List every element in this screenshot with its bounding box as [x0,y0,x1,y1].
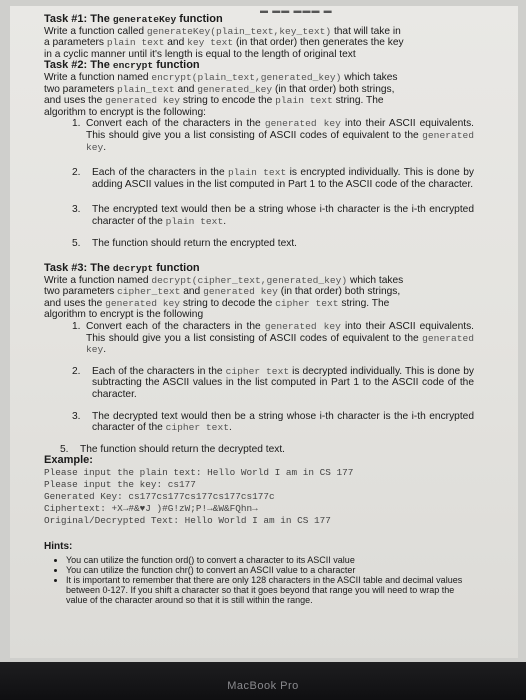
example-heading: Example: [44,454,93,467]
task2-step-1: 1. Convert each of the characters in the generated key into their ASCII equivalents. This should give you a list consisting of ASCII codes of equivalent to the generated key. [72,118,475,153]
example-line: Generated Key: cs177cs177cs177cs177cs177c [44,491,275,502]
laptop-brand-label: MacBook Pro [227,680,299,692]
hint-item: • You can utilize the function ord() to convert a character to its ASCII value [66,555,474,565]
document-page [10,6,518,658]
example-line: Ciphertext: +X→#&♥J )#G!zW;P!→&W&FQhn→ [44,503,258,514]
example-line: Please input the key: cs177 [44,479,196,490]
example-output [44,467,474,527]
example-line: Please input the plain text: Hello World I am in CS 177 [44,467,354,478]
hints-heading: Hints: [44,541,73,552]
hint-item: • It is important to remember that there are only 128 characters in the ASCII table and decimal values between 0-127. If you shift a character so that it goes beyond that range you will need to wrap the value of the character around so that it is still within the range. [66,575,474,605]
example-line: Original/Decrypted Text: Hello World I am in CS 177 [44,515,331,526]
hint-item: • You can utilize the function chr() to convert an ASCII value to a character [66,565,474,575]
task2-step-3: 3. The encrypted text would then be a string whose i-th character is the i-th encrypted character of the plain text. [72,204,474,227]
task3-step-1: 1. Convert each of the characters in the generated key into their ASCII equivalents. This should give you a list consisting of ASCII codes of equivalent to the generated key. [72,321,475,356]
task3-description: Write a function named decrypt(cipher_text,generated_key) which takes two parameters cipher_text and generated key (in that order) both strings, and uses the generated key string to decode the cipher text string. The algorithm to encrypt is the following [44,274,404,321]
task1-heading: Task #1: The generateKey function [44,13,223,25]
task1-description: Write a function called generateKey(plain_text,key_text) that will take in a parameters plain text and key text (in that order) then generates the key in a cyclic manner until it's length is equal to the length of original text [44,25,404,60]
task2-step-5: 5. The function should return the encrypted text. [72,237,298,249]
task3-step-2: 2. Each of the characters in the cipher text is decrypted individually. This is done by subtracting the ASCII values in the list computed in Part 1 to the ASCII code of the character. [72,365,474,401]
top-scribble: ▬ ▬▬ ▬▬▬ ▬ [260,6,333,15]
task3-step-5: 5. The function should return the decrypted text. [60,443,286,455]
assignment-text [44,14,474,605]
task2-description: Write a function named encrypt(plain_text,generated_key) which takes two parameters plain_text and generated_key (in that order) both strings, and uses the generated key string to encode the plain text string. The algorithm to encrypt is the following: [44,71,398,118]
task3-step-3: 3. The decrypted text would then be a string whose i-th character is the i-th encrypted character of the cipher text. [72,410,474,434]
task2-step-2: 2. Each of the characters in the plain text is encrypted individually. This is done by adding ASCII values in the list computed in Part 1 to the ASCII code of the character. [72,167,474,190]
task3-heading: Task #3: The decrypt function [44,262,200,275]
task2-heading: Task #2: The encrypt function [44,59,200,72]
hints-section [44,541,474,605]
